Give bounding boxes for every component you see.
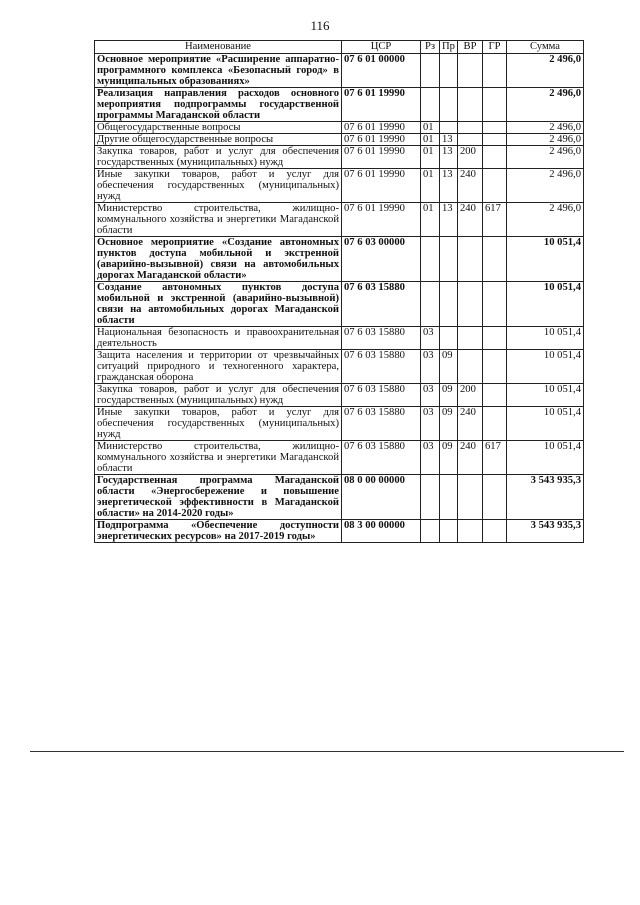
cell-vr: [458, 327, 483, 350]
table-row: [95, 327, 584, 350]
cell-pr: [440, 88, 458, 122]
budget-table: [94, 40, 584, 543]
cell-pr: [440, 520, 458, 543]
cell-rz: 03: [421, 441, 440, 475]
cell-pr: 13: [440, 169, 458, 203]
cell-sum: 10 051,4: [507, 384, 584, 407]
cell-pr: 09: [440, 441, 458, 475]
table-row: [95, 282, 584, 327]
cell-rz: [421, 475, 440, 520]
cell-csr: 07 6 01 19990: [342, 88, 421, 122]
cell-csr: 08 3 00 00000: [342, 520, 421, 543]
cell-sum: 2 496,0: [507, 203, 584, 237]
cell-csr: 07 6 03 15880: [342, 350, 421, 384]
table-row: [95, 350, 584, 384]
cell-gr: [483, 122, 507, 134]
cell-vr: 200: [458, 384, 483, 407]
cell-pr: [440, 237, 458, 282]
cell-sum: 2 496,0: [507, 88, 584, 122]
cell-gr: [483, 282, 507, 327]
cell-sum: 3 543 935,3: [507, 475, 584, 520]
cell-sum: 2 496,0: [507, 146, 584, 169]
table-header-row: [95, 41, 584, 54]
cell-gr: [483, 327, 507, 350]
cell-sum: 2 496,0: [507, 169, 584, 203]
cell-vr: [458, 237, 483, 282]
cell-sum: 2 496,0: [507, 122, 584, 134]
cell-csr: 07 6 01 19990: [342, 122, 421, 134]
cell-rz: [421, 54, 440, 88]
cell-sum: 10 051,4: [507, 407, 584, 441]
cell-csr: 07 6 03 15880: [342, 282, 421, 327]
cell-sum: 10 051,4: [507, 441, 584, 475]
header-vr: ВР: [458, 41, 483, 54]
header-name: Наименование: [95, 41, 342, 54]
cell-gr: [483, 384, 507, 407]
cell-vr: 240: [458, 169, 483, 203]
cell-name: Министерство строительства, жилищно-коммунального хозяйства и энергетики Магаданской области: [95, 441, 342, 475]
table-row: [95, 441, 584, 475]
cell-vr: 240: [458, 407, 483, 441]
header-gr: ГР: [483, 41, 507, 54]
cell-vr: 240: [458, 441, 483, 475]
cell-vr: [458, 88, 483, 122]
table-row: [95, 237, 584, 282]
cell-gr: [483, 520, 507, 543]
cell-csr: 08 0 00 00000: [342, 475, 421, 520]
cell-vr: [458, 520, 483, 543]
cell-gr: [483, 237, 507, 282]
cell-rz: 01: [421, 134, 440, 146]
cell-rz: 01: [421, 203, 440, 237]
cell-gr: [483, 146, 507, 169]
table-row: [95, 203, 584, 237]
cell-pr: [440, 282, 458, 327]
cell-gr: [483, 134, 507, 146]
cell-pr: 13: [440, 146, 458, 169]
table-row: [95, 169, 584, 203]
cell-csr: 07 6 03 00000: [342, 237, 421, 282]
page-bottom-rule: [30, 751, 624, 752]
table-row: [95, 134, 584, 146]
cell-sum: 2 496,0: [507, 134, 584, 146]
table-row: [95, 475, 584, 520]
header-sum: Сумма: [507, 41, 584, 54]
cell-pr: 13: [440, 134, 458, 146]
cell-csr: 07 6 01 19990: [342, 169, 421, 203]
cell-pr: [440, 327, 458, 350]
cell-rz: 03: [421, 350, 440, 384]
cell-sum: 2 496,0: [507, 54, 584, 88]
cell-rz: [421, 520, 440, 543]
cell-name: Иные закупки товаров, работ и услуг для обеспечения государственных (муниципальных) нужд: [95, 407, 342, 441]
cell-sum: 3 543 935,3: [507, 520, 584, 543]
cell-vr: 240: [458, 203, 483, 237]
cell-vr: [458, 122, 483, 134]
cell-rz: 01: [421, 169, 440, 203]
cell-rz: 03: [421, 327, 440, 350]
cell-gr: [483, 54, 507, 88]
table-row: [95, 122, 584, 134]
cell-gr: [483, 475, 507, 520]
cell-name: Национальная безопасность и правоохранительная деятельность: [95, 327, 342, 350]
cell-csr: 07 6 01 19990: [342, 134, 421, 146]
header-csr: ЦСР: [342, 41, 421, 54]
header-rz: Рз: [421, 41, 440, 54]
header-pr: Пр: [440, 41, 458, 54]
table-row: [95, 384, 584, 407]
cell-gr: 617: [483, 203, 507, 237]
cell-sum: 10 051,4: [507, 350, 584, 384]
table-row: [95, 88, 584, 122]
cell-sum: 10 051,4: [507, 237, 584, 282]
cell-name: Создание автономных пунктов доступа мобильной и экстренной (аварийно-вызывной) связи на автомобильных дорогах Магаданской области: [95, 282, 342, 327]
page-number: 116: [310, 18, 330, 33]
cell-gr: [483, 169, 507, 203]
cell-gr: [483, 350, 507, 384]
cell-name: Подпрограмма «Обеспечение доступности энергетических ресурсов» на 2017-2019 годы»: [95, 520, 342, 543]
cell-pr: [440, 122, 458, 134]
cell-csr: 07 6 01 19990: [342, 146, 421, 169]
cell-pr: 13: [440, 203, 458, 237]
cell-name: Общегосударственные вопросы: [95, 122, 342, 134]
cell-name: Основное мероприятие «Создание автономных пунктов доступа мобильной и экстренной (аварийно-вызывной) связи на автомобильных дорогах Магаданской области»: [95, 237, 342, 282]
cell-csr: 07 6 03 15880: [342, 441, 421, 475]
cell-csr: 07 6 03 15880: [342, 384, 421, 407]
cell-vr: [458, 134, 483, 146]
cell-pr: [440, 54, 458, 88]
cell-csr: 07 6 01 00000: [342, 54, 421, 88]
cell-csr: 07 6 01 19990: [342, 203, 421, 237]
cell-name: Реализация направления расходов основного мероприятия подпрограммы государственной программы Магаданской области: [95, 88, 342, 122]
cell-vr: [458, 475, 483, 520]
cell-name: Министерство строительства, жилищно-коммунального хозяйства и энергетики Магаданской области: [95, 203, 342, 237]
cell-rz: 01: [421, 146, 440, 169]
cell-name: Государственная программа Магаданской области «Энергосбережение и повышение энергетической эффективности в Магаданской области» на 2014-2020 годы»: [95, 475, 342, 520]
table-row: [95, 407, 584, 441]
cell-vr: [458, 282, 483, 327]
cell-sum: 10 051,4: [507, 327, 584, 350]
cell-rz: 03: [421, 407, 440, 441]
cell-pr: 09: [440, 350, 458, 384]
cell-gr: 617: [483, 441, 507, 475]
cell-vr: [458, 54, 483, 88]
cell-rz: [421, 237, 440, 282]
cell-pr: 09: [440, 407, 458, 441]
cell-vr: 200: [458, 146, 483, 169]
cell-rz: 01: [421, 122, 440, 134]
cell-name: Иные закупки товаров, работ и услуг для обеспечения государственных (муниципальных) нужд: [95, 169, 342, 203]
cell-csr: 07 6 03 15880: [342, 327, 421, 350]
table-row: [95, 54, 584, 88]
cell-vr: [458, 350, 483, 384]
cell-rz: [421, 88, 440, 122]
cell-gr: [483, 407, 507, 441]
cell-pr: 09: [440, 384, 458, 407]
cell-pr: [440, 475, 458, 520]
cell-name: Закупка товаров, работ и услуг для обеспечения государственных (муниципальных) нужд: [95, 384, 342, 407]
cell-csr: 07 6 03 15880: [342, 407, 421, 441]
cell-rz: [421, 282, 440, 327]
cell-name: Закупка товаров, работ и услуг для обеспечения государственных (муниципальных) нужд: [95, 146, 342, 169]
cell-name: Защита населения и территории от чрезвычайных ситуаций природного и техногенного характера, гражданская оборона: [95, 350, 342, 384]
cell-gr: [483, 88, 507, 122]
cell-name: Основное мероприятие «Расширение аппаратно-программного комплекса «Безопасный город» в муниципальных образованиях»: [95, 54, 342, 88]
cell-sum: 10 051,4: [507, 282, 584, 327]
cell-rz: 03: [421, 384, 440, 407]
table-row: [95, 520, 584, 543]
cell-name: Другие общегосударственные вопросы: [95, 134, 342, 146]
table-row: [95, 146, 584, 169]
